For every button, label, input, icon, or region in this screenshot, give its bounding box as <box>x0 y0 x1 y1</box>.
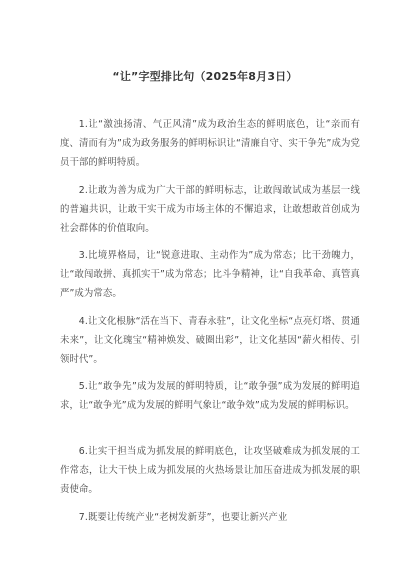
document-title: “让”字型排比句（2025年8月3日） <box>112 70 298 83</box>
paragraph-5: 5.让“敢争先”成为发展的鲜明特质，让“敢争强”成为发展的鲜明追求，让“敢争光”成为发展的鲜明气象让“敢争效”成为发展的鲜明标识。 <box>60 381 360 411</box>
paragraph-7: 7.既要让传统产业“老树发新芽”，也要让新兴产业 <box>78 512 288 523</box>
paragraph-1: 1.让“激浊扬清、气正风清”成为政治生态的鲜明底色，让“亲而有度、清而有为”成为政务服务的鲜明标识让“清廉自守、实干争先”成为党员干部的鲜明特质。 <box>60 119 360 168</box>
paragraph-4: 4.让文化根脉“活在当下、青春永驻”，让文化坐标“点亮灯塔、贯通未来”，让文化瑰宝“精神焕发、破圈出彩”，让文化基因“薪火相传、引领时代”。 <box>60 316 360 365</box>
paragraph-2: 2.让敢为善为成为广大干部的鲜明标志，让敢闯敢试成为基层一线的普遍共识，让敢干实干成为市场主体的不懈追求，让敢想敢首创成为社会群体的价值取向。 <box>60 185 360 234</box>
paragraph-6: 6.让实干担当成为抓发展的鲜明底色，让攻坚破难成为抓发展的工作常态，让大干快上成为抓发展的火热场景让加压奋进成为抓发展的职责使命。 <box>60 446 360 495</box>
paragraph-3: 3.比境界格局，让“锐意进取、主动作为”成为常态；比干劲魄力，让“敢闯敢拼、真抓实干”成为常态；比斗争精神，让“自我革命、真管真严”成为常态。 <box>60 250 360 299</box>
